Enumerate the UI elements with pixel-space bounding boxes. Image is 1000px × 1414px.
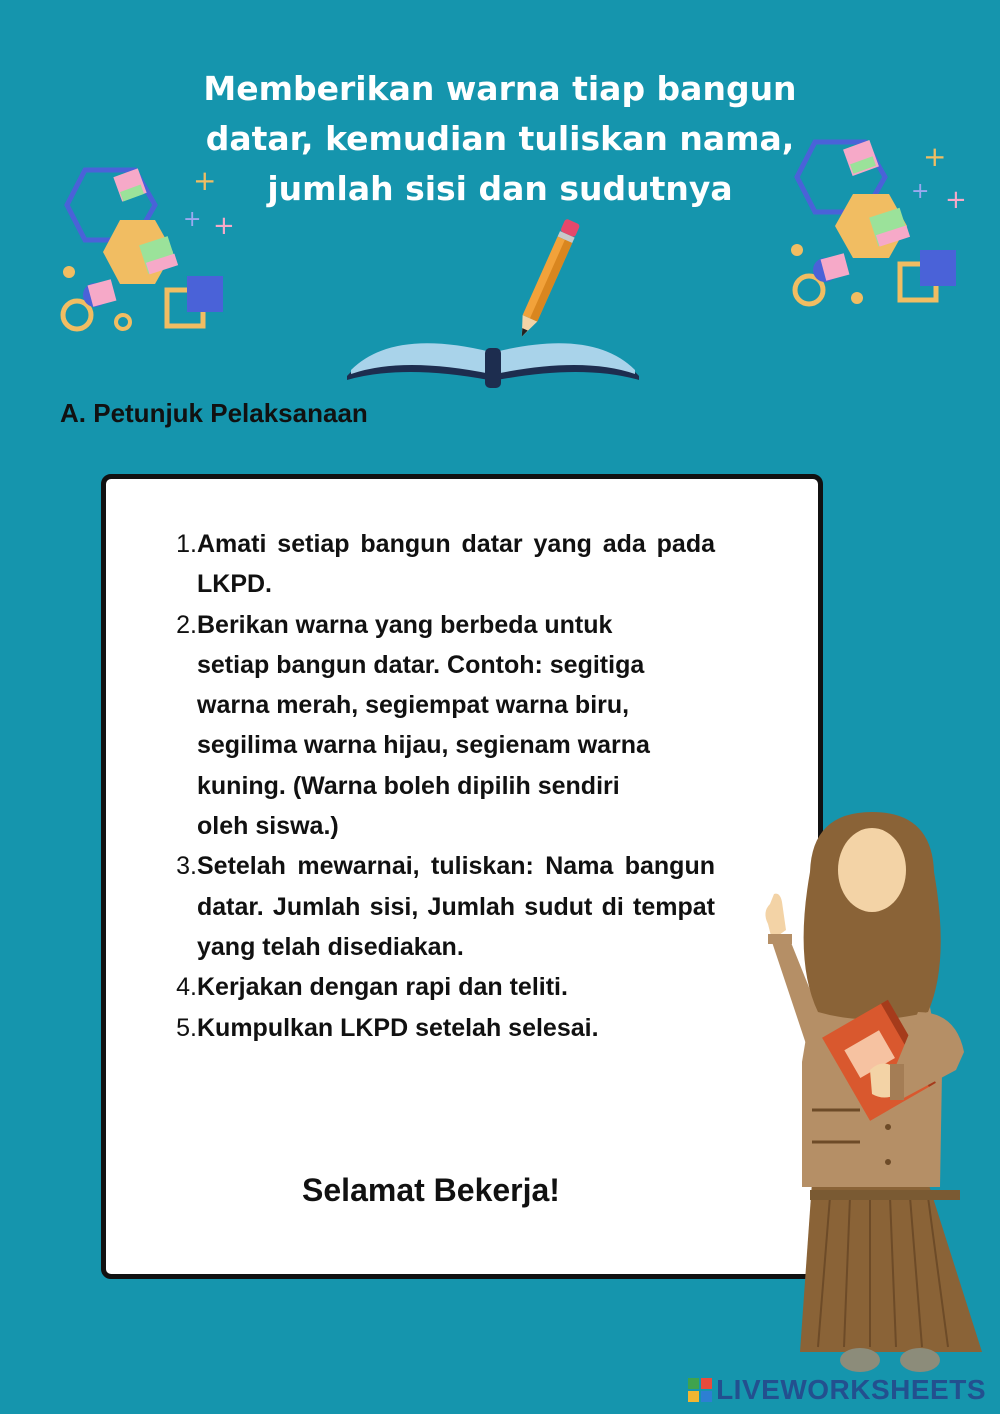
step-number: 5. <box>176 1013 197 1042</box>
list-item <box>163 524 715 605</box>
open-book-icon <box>343 318 643 390</box>
list-item <box>163 1008 715 1048</box>
liveworksheets-logo-icon <box>688 1378 712 1402</box>
title-line-1: Memberikan warna tiap bangun <box>203 69 797 108</box>
page-title <box>150 64 850 214</box>
geometric-shapes-left-decoration <box>55 160 245 345</box>
list-item <box>163 967 715 1007</box>
list-item <box>163 846 715 967</box>
svg-text:+: + <box>923 140 947 173</box>
section-heading: A. Petunjuk Pelaksanaan <box>60 398 368 428</box>
instruction-list <box>163 524 715 1048</box>
step-text: Setelah mewarnai, tuliskan: Nama bangun datar. Jumlah sisi, Jumlah sudut di tempat yang telah disediakan. <box>197 852 715 961</box>
title-line-3: jumlah sisi dan sudutnya <box>267 169 733 208</box>
step-text: Berikan warna yang berbeda untuk setiap bangun datar. Contoh: segitiga warna merah, segiempat warna biru, segilima warna hijau, segienam warna kuning. (Warna boleh dipilih sendiri oleh siswa.) <box>197 610 650 841</box>
svg-text:+: + <box>945 185 967 215</box>
geometric-shapes-right-decoration <box>785 132 975 317</box>
step-text: Kumpulkan LKPD setelah selesai. <box>197 1013 599 1042</box>
step-text: Amati setiap bangun datar yang ada pada LKPD. <box>197 530 715 599</box>
teacher-illustration <box>750 812 990 1380</box>
title-line-2: datar, kemudian tuliskan nama, <box>205 119 795 158</box>
step-number: 2. <box>176 610 197 639</box>
step-number: 3. <box>176 852 197 881</box>
svg-text:+: + <box>193 164 217 197</box>
svg-text:+: + <box>183 207 202 232</box>
svg-text:+: + <box>213 211 235 241</box>
step-number: 1. <box>176 530 197 558</box>
list-item <box>163 605 715 847</box>
step-number: 4. <box>176 973 197 1002</box>
svg-text:+: + <box>911 179 930 204</box>
step-text: Kerjakan dengan rapi dan teliti. <box>197 973 568 1002</box>
closing-text: Selamat Bekerja! <box>302 1172 560 1208</box>
brand-text: LIVEWORKSHEETS <box>716 1374 986 1405</box>
brand <box>688 1374 986 1406</box>
